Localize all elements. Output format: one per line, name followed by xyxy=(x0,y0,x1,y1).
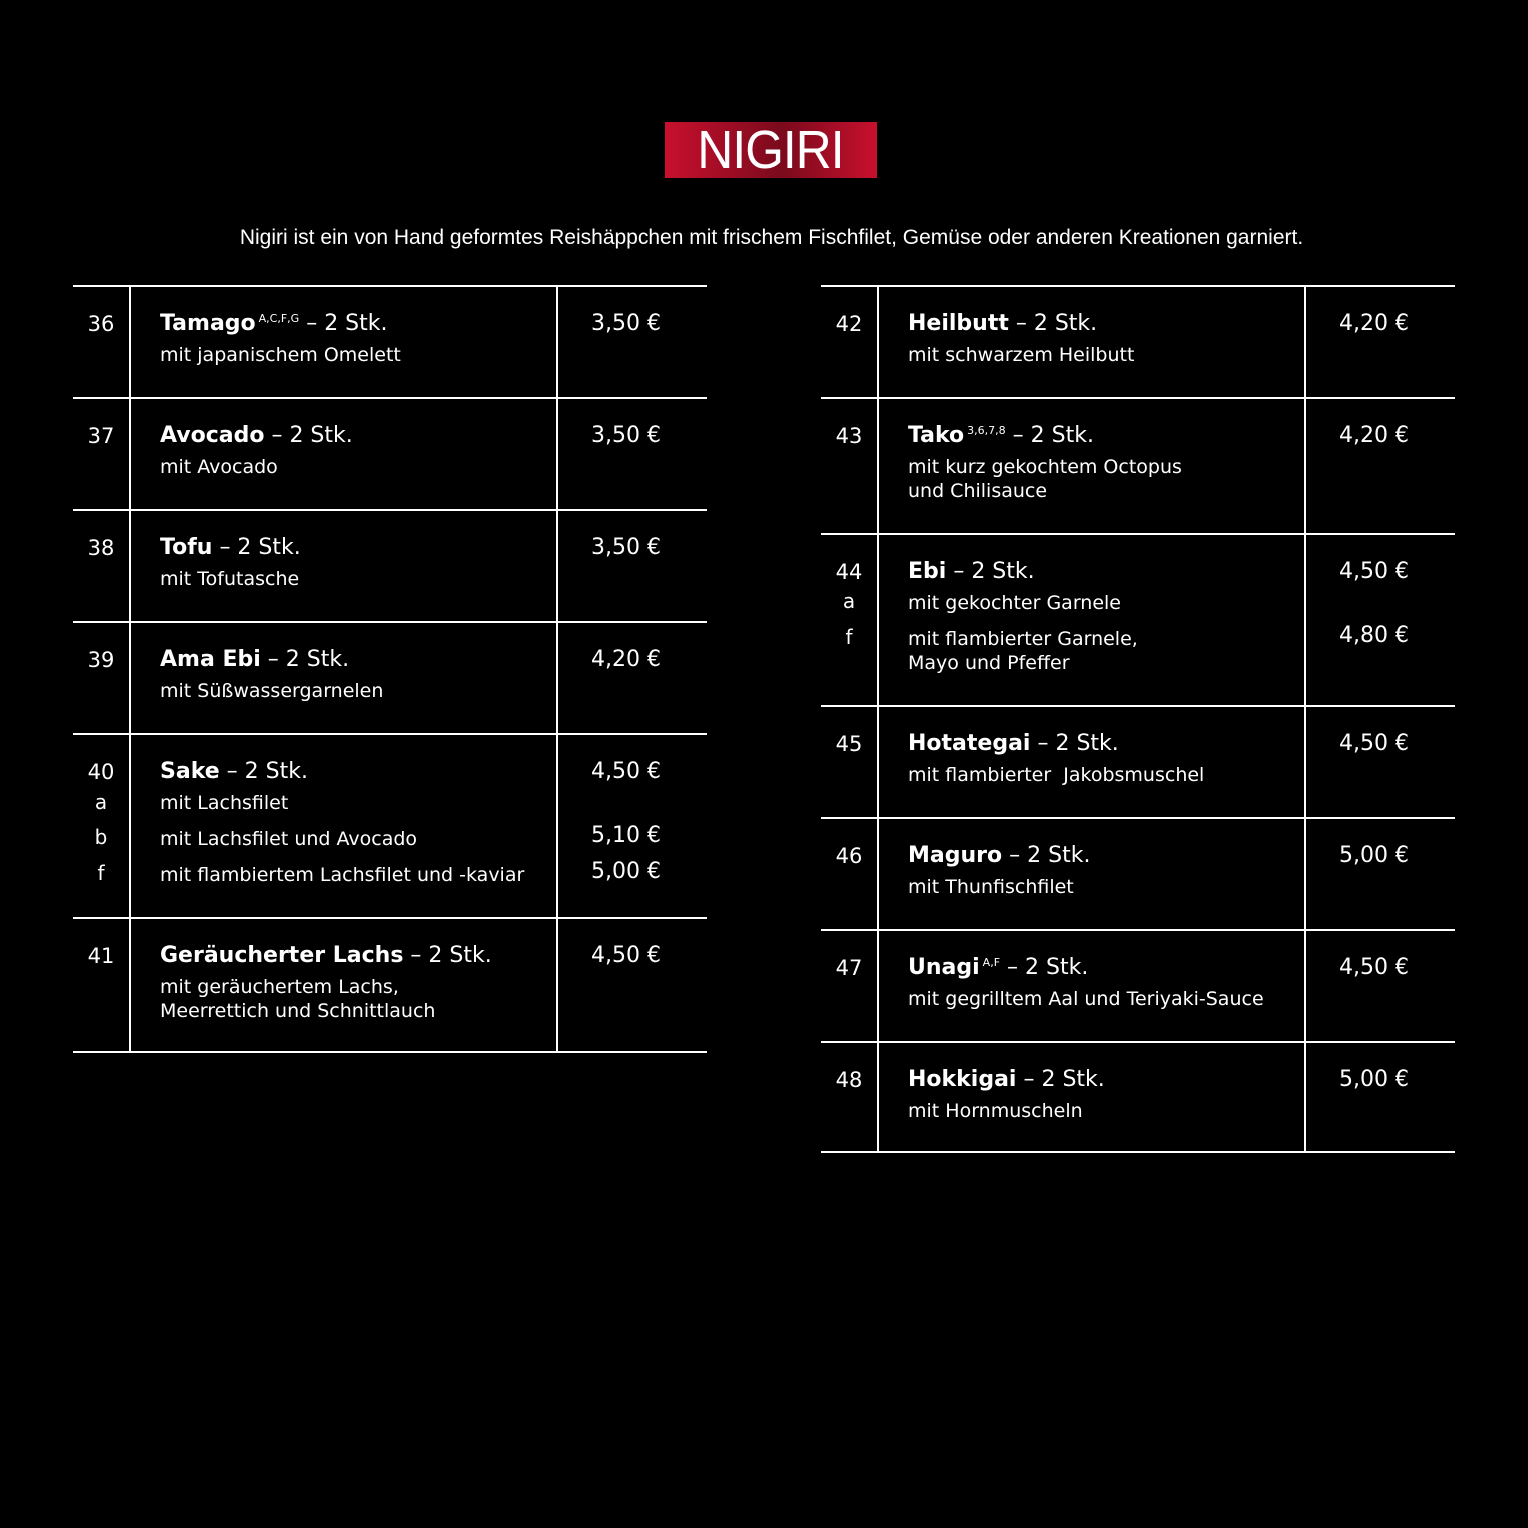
item-price: 5,00 € xyxy=(1339,843,1409,868)
item-name: Maguro – 2 Stk. xyxy=(908,843,1091,868)
item-price: 5,00 € xyxy=(591,859,661,884)
item-number: 41 xyxy=(87,944,115,968)
item-description: und Chilisauce xyxy=(908,480,1048,502)
variant-key: a xyxy=(842,589,856,613)
item-price: 4,50 € xyxy=(1339,955,1409,980)
menu-row xyxy=(73,621,707,733)
item-description: Meerrettich und Schnittlauch xyxy=(160,1000,436,1022)
item-name: Sake – 2 Stk. xyxy=(160,759,308,784)
item-description: mit gegrilltem Aal und Teriyaki-Sauce xyxy=(908,988,1264,1010)
item-number: 37 xyxy=(87,424,115,448)
item-price: 4,50 € xyxy=(1339,731,1409,756)
item-name: Hotategai – 2 Stk. xyxy=(908,731,1119,756)
allergen-codes: 3,6,7,8 xyxy=(967,424,1006,437)
variant-key: a xyxy=(94,790,108,814)
menu-row xyxy=(821,929,1455,1041)
allergen-codes: A,C,F,G xyxy=(258,312,300,325)
variant-key: f xyxy=(845,625,853,649)
item-name: Hokkigai – 2 Stk. xyxy=(908,1067,1105,1092)
item-description: mit japanischem Omelett xyxy=(160,344,401,366)
item-description: mit Avocado xyxy=(160,456,278,478)
item-number: 43 xyxy=(835,424,863,448)
item-price: 4,80 € xyxy=(1339,623,1409,648)
menu-row xyxy=(73,509,707,621)
menu-row xyxy=(73,733,707,917)
item-description: mit Lachsfilet und Avocado xyxy=(160,828,418,850)
allergen-codes: A,F xyxy=(982,956,1001,969)
menu-row xyxy=(821,817,1455,929)
item-price: 5,10 € xyxy=(591,823,661,848)
title-banner xyxy=(665,122,877,178)
item-number: 38 xyxy=(87,536,115,560)
menu-row xyxy=(821,705,1455,817)
item-description: mit gekochter Garnele xyxy=(908,592,1121,614)
menu-row xyxy=(821,533,1455,705)
item-number: 40 xyxy=(87,760,115,784)
item-description: mit Tofutasche xyxy=(160,568,300,590)
item-price: 4,20 € xyxy=(1339,423,1409,448)
menu-row xyxy=(821,397,1455,533)
item-description: mit Hornmuscheln xyxy=(908,1100,1083,1122)
item-number: 46 xyxy=(835,844,863,868)
item-name: Tamago $^{A,C,F,G}$ – 2 Stk. xyxy=(160,311,388,336)
item-name: Heilbutt – 2 Stk. xyxy=(908,311,1098,336)
item-description: mit kurz gekochtem Octopus xyxy=(908,456,1182,478)
item-price: 4,50 € xyxy=(1339,559,1409,584)
item-number: 45 xyxy=(835,732,863,756)
item-description: Mayo und Pfeffer xyxy=(908,652,1070,674)
item-name: Unagi $^{A,F}$ – 2 Stk. xyxy=(908,955,1089,980)
item-description: mit flambiertem Lachsfilet und -kaviar xyxy=(160,864,525,886)
item-name: Geräucherter Lachs – 2 Stk. xyxy=(160,943,492,968)
item-number: 48 xyxy=(835,1068,863,1092)
menu-row xyxy=(73,397,707,509)
item-description: mit Süßwassergarnelen xyxy=(160,680,384,702)
menu-row xyxy=(821,285,1455,397)
item-name: Avocado – 2 Stk. xyxy=(160,423,353,448)
item-number: 36 xyxy=(87,312,115,336)
item-price: 4,20 € xyxy=(591,647,661,672)
item-price: 4,20 € xyxy=(1339,311,1409,336)
menu-row xyxy=(73,917,707,1053)
item-price: 3,50 € xyxy=(591,423,661,448)
variant-key: f xyxy=(97,861,105,885)
item-name: Ebi – 2 Stk. xyxy=(908,559,1035,584)
item-number: 42 xyxy=(835,312,863,336)
item-description: mit schwarzem Heilbutt xyxy=(908,344,1135,366)
menu-row xyxy=(821,1041,1455,1153)
item-name: Tako $^{3,6,7,8}$ – 2 Stk. xyxy=(908,423,1094,448)
item-price: 4,50 € xyxy=(591,943,661,968)
item-description: mit flambierter Jakobsmuschel xyxy=(908,764,1205,786)
item-description: mit Lachsfilet xyxy=(160,792,289,814)
item-price: 3,50 € xyxy=(591,535,661,560)
page-title: NIGIRI xyxy=(697,120,845,180)
item-number: 47 xyxy=(835,956,863,980)
item-price: 5,00 € xyxy=(1339,1067,1409,1092)
item-price: 3,50 € xyxy=(591,311,661,336)
item-name: Tofu – 2 Stk. xyxy=(160,535,301,560)
item-number: 44 xyxy=(835,560,863,584)
item-price: 4,50 € xyxy=(591,759,661,784)
variant-key: b xyxy=(94,825,108,849)
item-description: mit flambierter Garnele, xyxy=(908,628,1138,650)
item-number: 39 xyxy=(87,648,115,672)
menu-row xyxy=(73,285,707,397)
item-description: mit geräuchertem Lachs, xyxy=(160,976,399,998)
menu-table-left xyxy=(73,285,707,1053)
menu-table-right xyxy=(821,285,1455,1153)
item-name: Ama Ebi – 2 Stk. xyxy=(160,647,350,672)
page-subtitle: Nigiri ist ein von Hand geformtes Reishäppchen mit frischem Fischfilet, Gemüse oder anderen Kreationen garniert. xyxy=(239,226,1304,249)
item-description: mit Thunfischfilet xyxy=(908,876,1074,898)
